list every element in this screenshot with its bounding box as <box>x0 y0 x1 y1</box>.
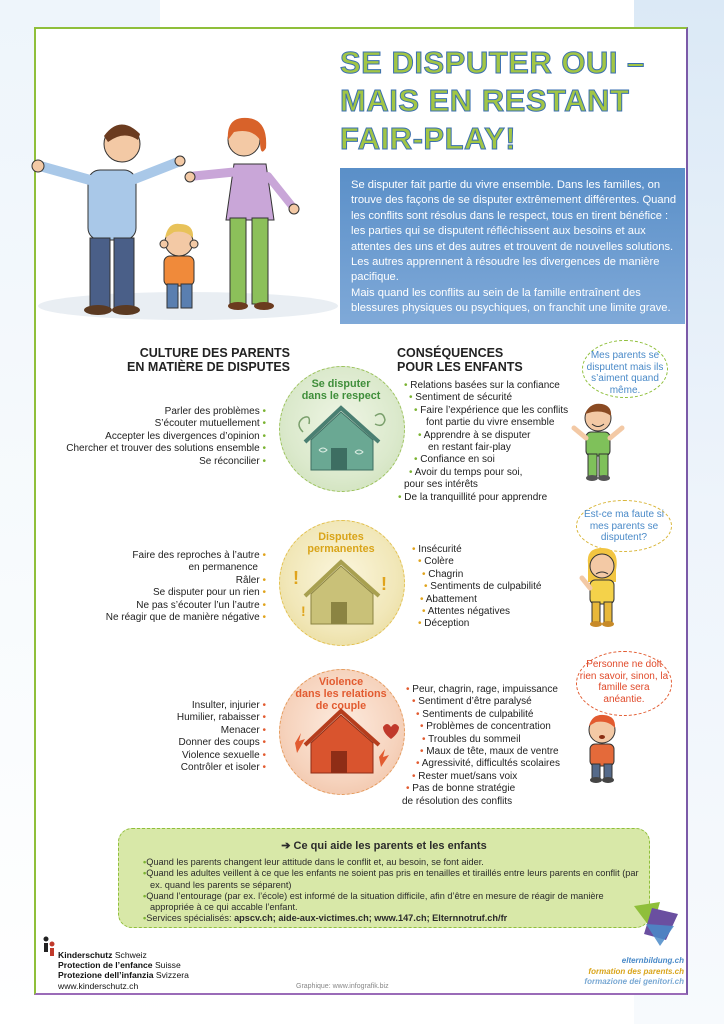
list-item: • De la tranquillité pour apprendre <box>398 491 548 503</box>
label-respect-line-2: dans le respect <box>301 390 381 402</box>
svg-text:!: ! <box>301 603 306 619</box>
list-item: Humilier, rabaisser • <box>176 712 266 724</box>
column-heading-parents-line-2: EN MATIÈRE DE DISPUTES <box>127 360 290 374</box>
list-item: • Apprendre à se disputer <box>418 429 531 441</box>
elternbildung-text <box>572 956 684 988</box>
help-item: •Quand les parents changent leur attitude dans le conflit et, au besoin, se font aider. <box>143 857 484 867</box>
list-item: • Relations basées sur la confiance <box>404 380 560 391</box>
list-item: • Chagrin <box>422 568 464 580</box>
list-item: en permanence <box>188 562 258 574</box>
list-item: Contrôler et isoler • <box>180 762 266 774</box>
list-item: pour ses intérêts <box>404 479 478 491</box>
consequence-list-violence <box>402 684 576 808</box>
list-item: • Sentiments de culpabilité <box>424 581 542 593</box>
graphic-credit: Graphique: www.infografik.biz <box>296 983 389 990</box>
culture-list-violence <box>60 700 266 774</box>
list-item: Ne pas s’écouter l’un l’autre • <box>136 599 266 611</box>
list-item: • Problèmes de concentration <box>420 721 551 733</box>
kinderschutz-logo-icon <box>42 936 56 958</box>
label-violence <box>286 676 396 712</box>
elternbildung-link[interactable]: elternbildung.ch <box>621 956 684 965</box>
list-item: font partie du vivre ensemble <box>426 417 555 429</box>
list-item: • Confiance en soi <box>414 454 495 466</box>
speech-bubble-violence: Personne ne doit rien savoir, sinon, la famille sera anéantie. <box>576 651 672 716</box>
help-list <box>143 857 643 925</box>
list-item: • Agressivité, difficultés scolaires <box>416 758 560 770</box>
org-line-3: Protezione dell’infanzia Svizzera <box>58 970 189 981</box>
list-item: Insulter, injurier • <box>191 700 266 711</box>
scared-child-illustration <box>574 712 630 784</box>
list-item: Faire des reproches à l’autre • <box>132 550 266 561</box>
list-item: • Déception <box>418 618 470 630</box>
formation-parents-link[interactable]: formation des parents.ch <box>588 966 684 976</box>
svg-text:!: ! <box>381 574 387 594</box>
list-item: Se disputer pour un rien • <box>152 587 266 599</box>
list-item: S’écouter mutuellement • <box>154 418 266 430</box>
organisation-block <box>58 950 189 991</box>
list-item: • Pas de bonne stratégie <box>406 783 516 795</box>
list-item: • Faire l’expérience que les conflits <box>414 404 569 416</box>
label-permanent-disputes <box>286 531 396 555</box>
label-respect <box>286 378 396 402</box>
svg-text:!: ! <box>293 568 299 588</box>
list-item: Violence sexuelle • <box>182 749 266 761</box>
list-item: de résolution des conflits <box>402 795 513 807</box>
list-item: • Sentiments de culpabilité <box>416 708 534 720</box>
label-violence-line-1: Violence <box>318 676 364 688</box>
services-links[interactable]: apscv.ch; aide-aux-victimes.ch; www.147.ch; Elternnotruf.ch/fr <box>234 913 508 924</box>
list-item: Chercher et trouver des solutions ensemble • <box>66 443 266 455</box>
label-permanent-line-1: Disputes <box>318 531 364 543</box>
intro-box <box>340 168 685 324</box>
intro-paragraph-1: Se disputer fait partie du vivre ensemble. Dans les familles, on trouve des façons de se disputer extrêmement différentes. Quand les conflits sont résolus dans le respect, tous en tirent bénéfice : les parties qui se disputent réfléchissent aux besoins et aux attentes des uns et des autres et trouvent de nouvelles solutions. Les autres apprennent à résoudre les divergences de manière pacifique. <box>351 179 677 284</box>
org-line-1: Kinderschutz Schweiz <box>58 950 147 960</box>
list-item: en restant fair-play <box>428 442 511 454</box>
speech-bubble-respect: Mes parents se disputent mais ils s’aiment quand même. <box>582 340 668 398</box>
worried-child-illustration <box>574 548 630 630</box>
org-line-2: Protection de l’enfance Suisse <box>58 960 181 971</box>
formazione-genitori-link[interactable]: formazione dei genitori.ch <box>584 977 684 986</box>
happy-child-illustration <box>568 400 628 486</box>
list-item: • Avoir du temps pour soi, <box>409 466 523 478</box>
list-item: Accepter les divergences d’opinion • <box>105 430 266 442</box>
title-line-3: FAIR-PLAY! <box>340 121 517 156</box>
list-item: Se réconcilier • <box>199 455 266 467</box>
list-item: Donner des coups • <box>178 737 266 749</box>
list-item: Râler • <box>235 574 266 586</box>
title-line-2: MAIS EN RESTANT <box>340 83 630 118</box>
label-violence-line-2: dans les relations <box>295 688 387 700</box>
list-item: Parler des problèmes • <box>164 406 266 417</box>
list-item: • Sentiment de sécurité <box>409 392 513 404</box>
culture-list-respect <box>60 406 266 468</box>
intro-paragraph-2: Mais quand les conflits au sein de la famille entraînent des blessures physiques ou psychiques, on franchit une limite grave. <box>351 286 671 315</box>
column-heading-children-line-1: CONSÉQUENCES <box>397 346 504 360</box>
help-item-services: •Services spécialisés: apscv.ch; aide-aux-victimes.ch; www.147.ch; Elternnotruf.ch/fr <box>143 913 508 924</box>
list-item: • Colère <box>418 556 454 568</box>
label-violence-line-3: de couple <box>315 700 367 712</box>
list-item: • Peur, chagrin, rage, impuissance <box>406 684 558 695</box>
consequence-list-permanent <box>412 544 572 631</box>
consequence-list-respect <box>398 380 574 504</box>
column-heading-children <box>397 346 597 374</box>
label-respect-line-1: Se disputer <box>311 378 371 390</box>
list-item: Ne réagir que de manière négative • <box>105 612 266 624</box>
list-item: • Attentes négatives <box>422 606 511 618</box>
culture-list-permanent <box>60 550 266 624</box>
list-item: Menacer • <box>220 724 266 736</box>
label-permanent-line-2: permanentes <box>307 543 375 555</box>
title-line-1: SE DISPUTER OUI – <box>340 45 645 80</box>
help-item: •Quand les adultes veillent à ce que les enfants ne soient pas pris en tenailles et tiraillés entre leurs parents en conflit (par ex. quand les parents se séparent) <box>143 868 639 890</box>
list-item: • Insécurité <box>412 544 462 555</box>
father-figure <box>32 124 185 315</box>
help-item: •Quand l’entourage (par ex. l’école) est informé de la situation difficile, afin d’être en mesure de réagir de manière appropriée à ce qui accable l’enfant. <box>143 890 604 913</box>
mother-figure <box>185 118 299 310</box>
list-item: • Maux de tête, maux de ventre <box>420 746 559 758</box>
column-heading-children-line-2: POUR LES ENFANTS <box>397 360 523 374</box>
column-heading-parents-line-1: CULTURE DES PARENTS <box>139 346 290 360</box>
org-website-link[interactable]: www.kinderschutz.ch <box>58 980 139 991</box>
list-item: • Rester muet/sans voix <box>412 770 518 782</box>
list-item: • Abattement <box>420 593 477 605</box>
column-heading-parents <box>90 346 290 374</box>
speech-bubble-permanent: Est-ce ma faute si mes parents se disputent? <box>576 500 672 552</box>
list-item: • Troubles du sommeil <box>422 733 521 745</box>
help-title: ➔ Ce qui aide les parents et les enfants <box>281 840 487 852</box>
family-argument-illustration <box>28 100 344 322</box>
help-box <box>118 828 650 928</box>
poster-title <box>340 44 680 158</box>
elternbildung-logo-icon <box>630 900 682 948</box>
list-item: • Sentiment d’être paralysé <box>412 696 532 708</box>
